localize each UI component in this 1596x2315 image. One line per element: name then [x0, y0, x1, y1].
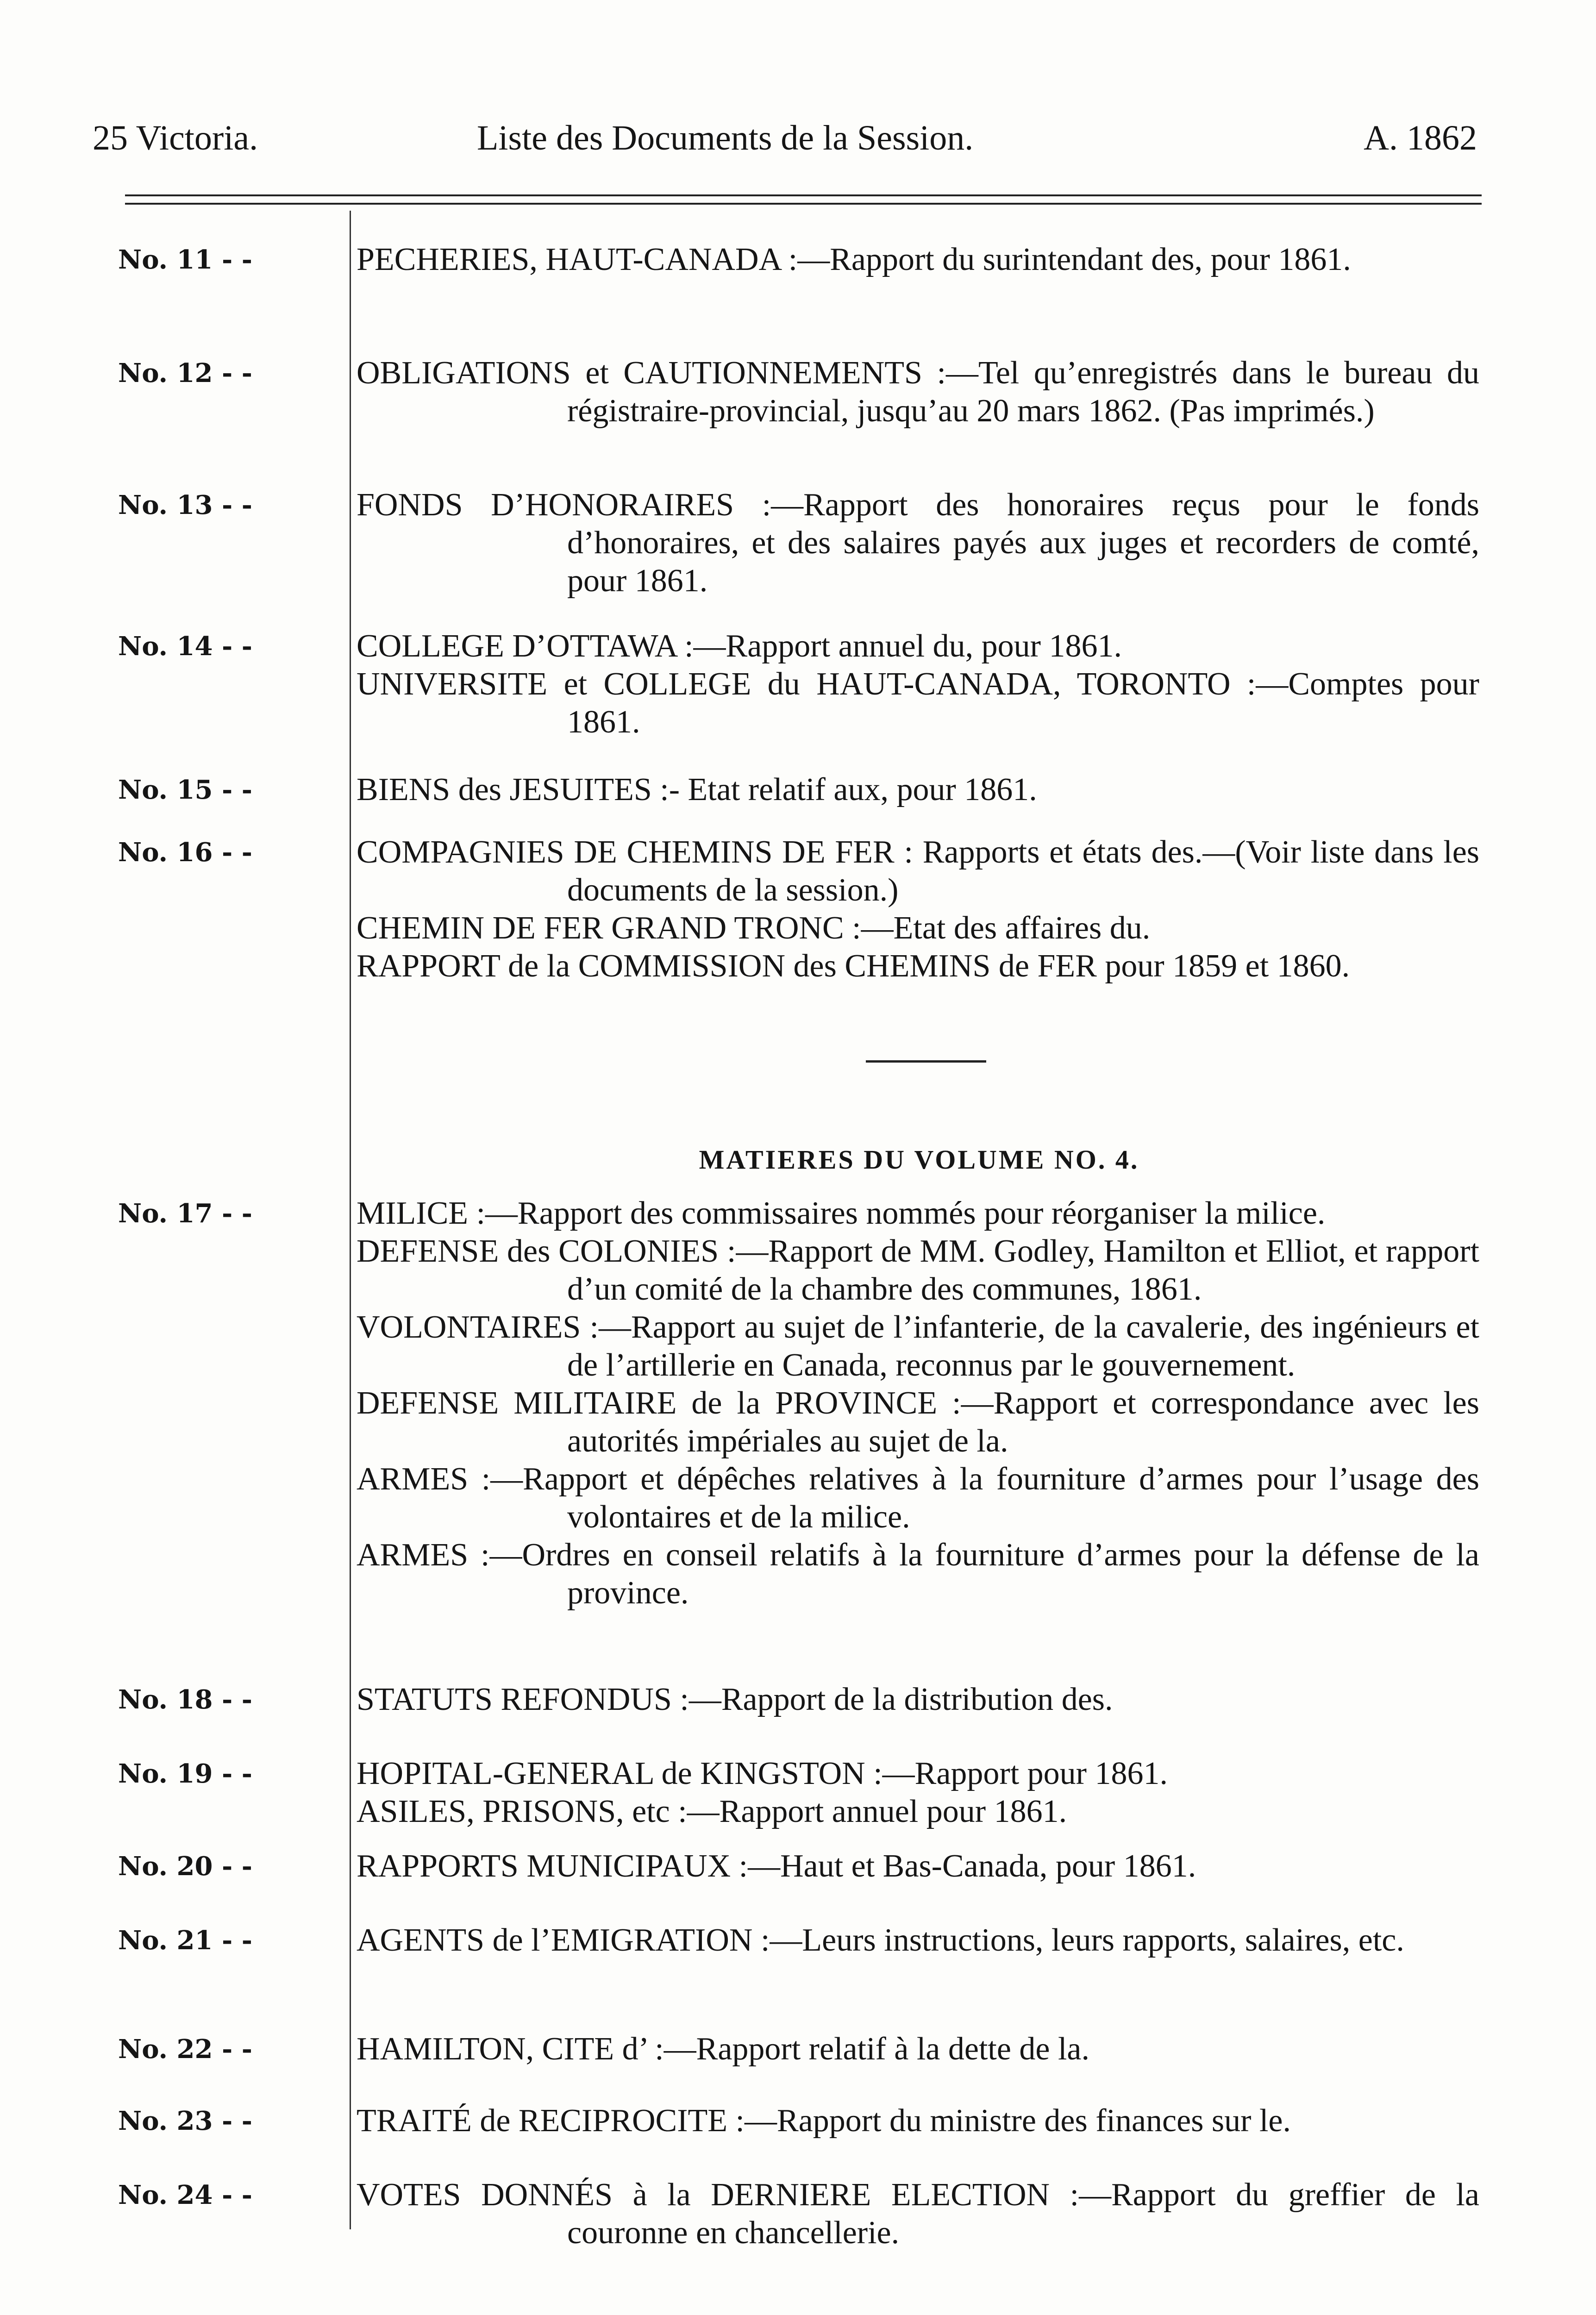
document-item: AGENTS de l’EMIGRATION :—Leurs instructions, leurs rapports, salaires, etc. — [357, 1922, 1404, 1958]
document-items — [357, 241, 1479, 279]
document-item: RAPPORTS MUNICIPAUX :—Haut et Bas-Canada, pour 1861. — [357, 1848, 1196, 1884]
document-number: No. 14 - - — [118, 631, 252, 662]
document-item: ASILES, PRISONS, etc :—Rapport annuel pour 1861. — [357, 1794, 1067, 1829]
document-items — [357, 2176, 1479, 2252]
document-item: ARMES :—Rapport et dépêches relatives à la fourniture d’armes pour l’usage des volontaires et de la milice. — [357, 1461, 1479, 1535]
page-header — [93, 118, 1477, 169]
document-items — [357, 2030, 1479, 2068]
section-title: MATIERES DU VOLUME NO. 4. — [699, 1145, 1139, 1175]
document-number: No. 24 - - — [118, 2180, 252, 2210]
document-number: No. 15 - - — [118, 775, 252, 805]
document-number: No. 17 - - — [118, 1198, 252, 1229]
document-items — [357, 1755, 1479, 1831]
document-item: CHEMIN DE FER GRAND TRONC :—Etat des affaires du. — [357, 910, 1151, 946]
document-item: PECHERIES, HAUT-CANADA :—Rapport du surintendant des, pour 1861. — [357, 242, 1351, 277]
document-number: No. 21 - - — [118, 1925, 252, 1956]
document-item: OBLIGATIONS et CAUTIONNEMENTS :—Tel qu’enregistrés dans le bureau du régistraire-provincial, jusqu’au 20 mars 1862. (Pas imprimés.) — [357, 355, 1479, 429]
document-number: No. 22 - - — [118, 2034, 252, 2065]
document-item: COLLEGE D’OTTAWA :—Rapport annuel du, pour 1861. — [357, 628, 1122, 664]
document-item: HOPITAL-GENERAL de KINGSTON :—Rapport pour 1861. — [357, 1756, 1168, 1791]
header-rule — [125, 203, 1482, 205]
document-item: DEFENSE des COLONIES :—Rapport de MM. Godley, Hamilton et Elliot, et rapport d’un comité de la chambre des communes, 1861. — [357, 1233, 1479, 1307]
document-item: STATUTS REFONDUS :—Rapport de la distribution des. — [357, 1682, 1113, 1717]
document-number: No. 23 - - — [118, 2106, 252, 2136]
document-number: No. 18 - - — [118, 1684, 252, 1715]
header-title: Liste des Documents de la Session. — [477, 119, 974, 157]
document-item: HAMILTON, CITE d’ :—Rapport relatif à la dette de la. — [357, 2031, 1089, 2067]
document-item: ARMES :—Ordres en conseil relatifs à la fourniture d’armes pour la défense de la province. — [357, 1537, 1479, 1611]
document-number: No. 11 - - — [118, 244, 252, 275]
document-items — [357, 1195, 1479, 1612]
header-right: A. 1862 — [1364, 119, 1477, 157]
section-separator — [866, 1060, 986, 1063]
document-number: No. 12 - - — [118, 358, 252, 388]
document-items — [357, 771, 1479, 809]
document-item: FONDS D’HONORAIRES :—Rapport des honoraires reçus pour le fonds d’honoraires, et des salaires payés aux juges et recorders de comté, pour 1861. — [357, 487, 1479, 599]
document-number: No. 19 - - — [118, 1758, 252, 1789]
document-item: DEFENSE MILITAIRE de la PROVINCE :—Rapport et correspondance avec les autorités impériales au sujet de la. — [357, 1385, 1479, 1459]
document-number: No. 20 - - — [118, 1851, 252, 1882]
document-item: VOLONTAIRES :—Rapport au sujet de l’infanterie, de la cavalerie, des ingénieurs et de l’artillerie en Canada, reconnus par le gouvernement. — [357, 1309, 1479, 1383]
document-number: No. 13 - - — [118, 490, 252, 520]
document-item: RAPPORT de la COMMISSION des CHEMINS de FER pour 1859 et 1860. — [357, 948, 1350, 984]
document-items — [357, 1681, 1479, 1719]
document-item: BIENS des JESUITES :- Etat relatif aux, pour 1861. — [357, 772, 1037, 807]
document-items — [357, 1921, 1479, 1959]
column-divider — [350, 211, 351, 2229]
document-item: VOTES DONNÉS à la DERNIERE ELECTION :—Rapport du greffier de la couronne en chancellerie. — [357, 2177, 1479, 2251]
document-number: No. 16 - - — [118, 837, 252, 868]
document-item: TRAITÉ de RECIPROCITE :—Rapport du ministre des finances sur le. — [357, 2103, 1291, 2139]
header-rule — [125, 194, 1482, 196]
document-items — [357, 1847, 1479, 1885]
document-items — [357, 354, 1479, 430]
header-left: 25 Victoria. — [93, 119, 258, 157]
document-items — [357, 627, 1479, 741]
document-items — [357, 833, 1479, 985]
document-item: COMPAGNIES DE CHEMINS DE FER : Rapports et états des.—(Voir liste dans les documents de la session.) — [357, 834, 1479, 908]
document-item: MILICE :—Rapport des commissaires nommés pour réorganiser la milice. — [357, 1195, 1326, 1231]
document-item: UNIVERSITE et COLLEGE du HAUT-CANADA, TORONTO :—Comptes pour 1861. — [357, 666, 1479, 740]
document-items — [357, 486, 1479, 600]
document-items — [357, 2102, 1479, 2140]
